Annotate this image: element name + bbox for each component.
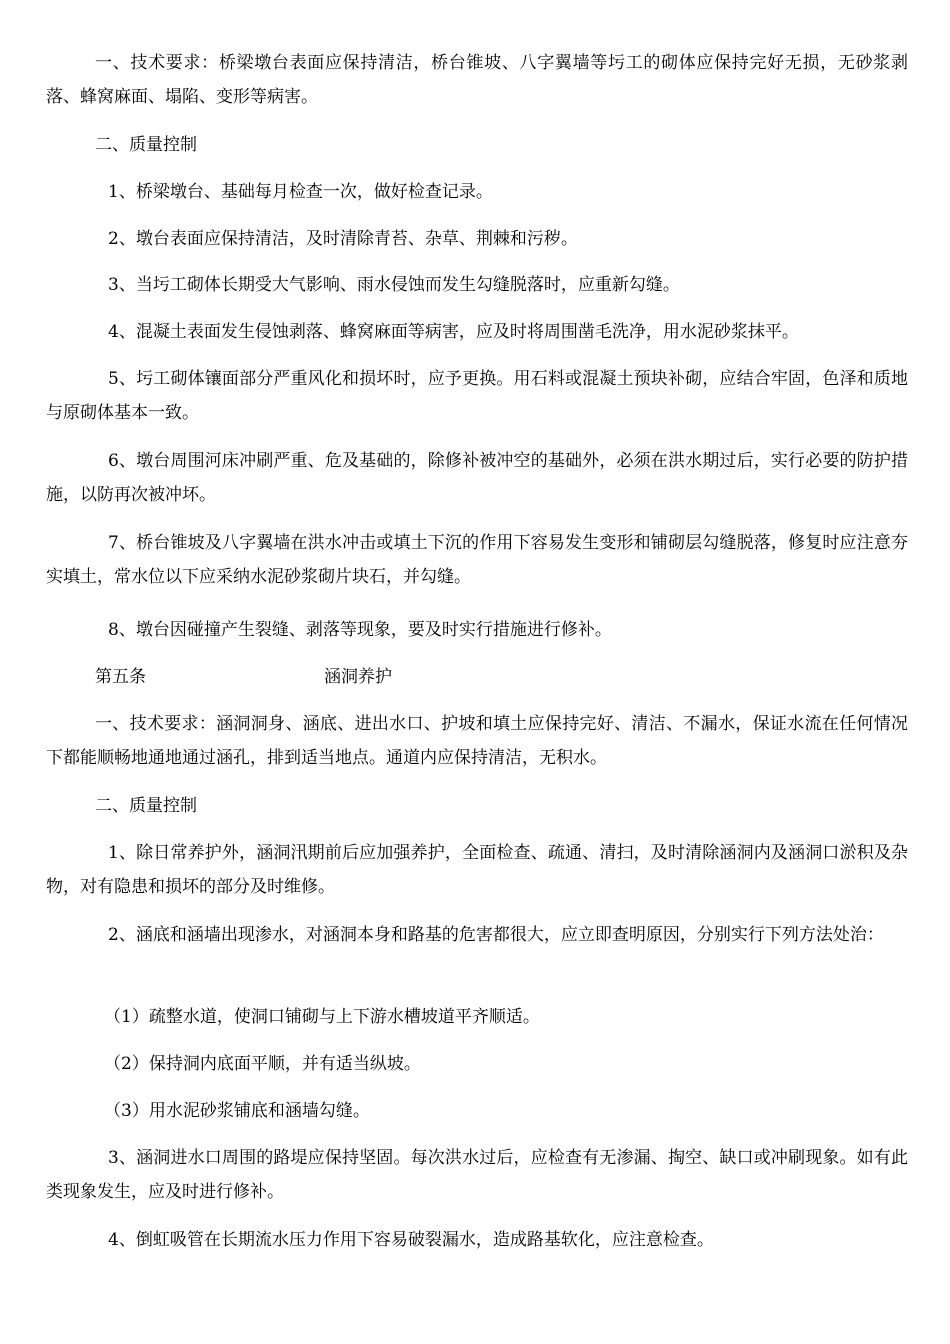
paragraph-bridge-item-7: 7、桥台锥坡及八字翼墙在洪水冲击或填土下沉的作用下容易发生变形和铺砌层勾缝脱落，修复时应注意夯实填土，常水位以下应采纳水泥砂浆砌片块石，并勾缝。 (46, 533, 908, 587)
paragraph-bridge-item-2: 2、墩台表面应保持清洁，及时清除青苔、杂草、荆棘和污秽。 (108, 229, 578, 249)
paragraph-culvert-quality-heading: 二、质量控制 (95, 796, 197, 816)
paragraph-culvert-item-3: 3、涵洞进水口周围的路堤应保持坚固。每次洪水过后，应检查有无渗漏、掏空、缺口或冲刷现象。如有此类现象发生，应及时进行修补。 (46, 1148, 908, 1202)
paragraph-bridge-tech-req: 一、技术要求：桥梁墩台表面应保持清洁，桥台锥坡、八字翼墙等圬工的砌体应保持完好无损，无砂浆剥落、蜂窝麻面、塌陷、变形等病害。 (46, 53, 908, 107)
paragraph-bridge-item-8: 8、墩台因碰撞产生裂缝、剥落等现象，要及时实行措施进行修补。 (108, 620, 612, 640)
paragraph-bridge-item-3: 3、当圬工砌体长期受大气影响、雨水侵蚀而发生勾缝脱落时，应重新勾缝。 (108, 275, 680, 295)
paragraph-bridge-quality-heading: 二、质量控制 (95, 135, 197, 155)
paragraph-culvert-subitem-1: （1）疏整水道，使洞口铺砌与上下游水槽坡道平齐顺适。 (104, 1007, 540, 1027)
paragraph-culvert-item-4: 4、倒虹吸管在长期流水压力作用下容易破裂漏水，造成路基软化，应注意检查。 (108, 1230, 714, 1250)
paragraph-culvert-subitem-2: （2）保持洞内底面平顺，并有适当纵坡。 (104, 1054, 421, 1074)
article-number: 第五条 (95, 667, 146, 687)
paragraph-culvert-tech-req: 一、技术要求：涵洞洞身、涵底、进出水口、护坡和填土应保持完好、清洁、不漏水，保证水流在任何情况下都能顺畅地通地通过涵孔，排到适当地点。通道内应保持清洁，无积水。 (46, 714, 908, 768)
paragraph-bridge-item-5: 5、圬工砌体镶面部分严重风化和损坏时，应予更换。用石料或混凝土预块补砌，应结合牢固，色泽和质地与原砌体基本一致。 (46, 369, 908, 423)
paragraph-bridge-item-1: 1、桥梁墩台、基础每月检查一次，做好检查记录。 (108, 182, 493, 202)
paragraph-culvert-item-2: 2、涵底和涵墙出现渗水，对涵洞本身和路基的危害都很大，应立即查明原因，分别实行下列方法处治： (108, 925, 884, 945)
paragraph-bridge-item-6: 6、墩台周围河床冲刷严重、危及基础的，除修补被冲空的基础外，必须在洪水期过后，实行必要的防护措施，以防再次被冲坏。 (46, 451, 908, 505)
paragraph-bridge-item-4: 4、混凝土表面发生侵蚀剥落、蜂窝麻面等病害，应及时将周围凿毛洗净，用水泥砂浆抹平。 (108, 322, 799, 342)
paragraph-culvert-item-1: 1、除日常养护外，涵洞汛期前后应加强养护，全面检查、疏通、清扫，及时清除涵洞内及涵洞口淤积及杂物，对有隐患和损坏的部分及时维修。 (46, 843, 908, 897)
paragraph-culvert-subitem-3: （3）用水泥砂浆铺底和涵墙勾缝。 (104, 1101, 370, 1121)
article-name: 涵洞养护 (324, 667, 392, 687)
